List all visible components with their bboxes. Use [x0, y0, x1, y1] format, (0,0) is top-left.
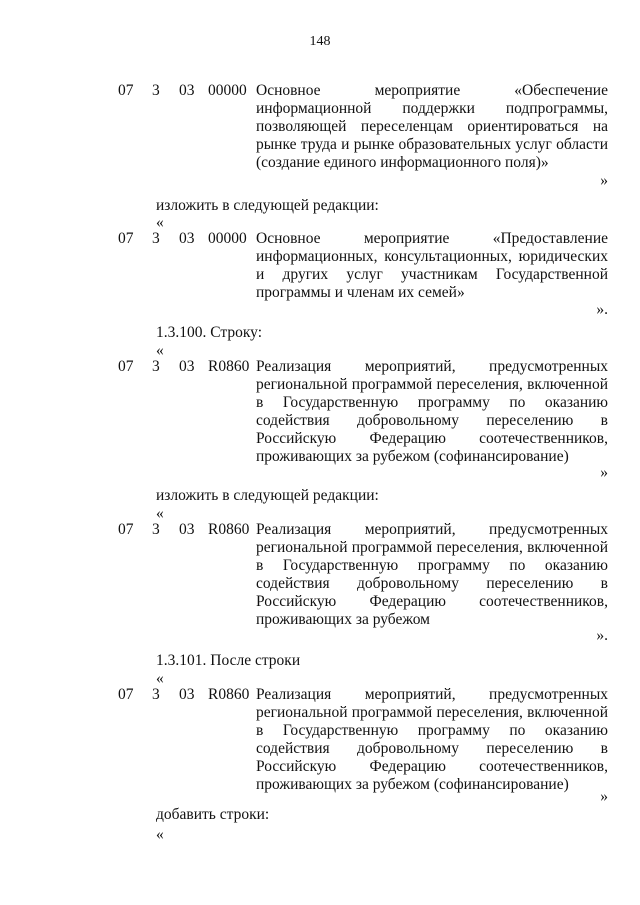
code-direction: 00000: [208, 82, 247, 99]
closing-quote: ».: [596, 301, 608, 318]
page-number: 148: [309, 34, 331, 49]
code-section: 07: [118, 686, 134, 703]
code-program: 3: [152, 82, 160, 99]
code-program: 3: [152, 686, 160, 703]
row-description: Основное мероприятие «Обеспечение информационной поддержки подпрограммы, позволяющей переселенцам ориентироваться на рынке труда и рынке образовательных услуг области (создание единого информационного поля)»: [256, 82, 608, 171]
row-description: Реализация мероприятий, предусмотренных региональной программой переселения, включенной в Государственную программу по оказанию содействия добровольному переселению в Российскую Федерацию соотечественников, проживающих за рубежом: [256, 521, 608, 628]
closing-quote: »: [600, 172, 608, 189]
code-subprogram: 03: [179, 358, 195, 375]
opening-quote: «: [156, 214, 164, 231]
code-subprogram: 03: [179, 230, 195, 247]
clause-heading: 1.3.101. После строки: [156, 652, 301, 669]
code-direction: R0860: [208, 358, 250, 375]
row-description: Реализация мероприятий, предусмотренных региональной программой переселения, включенной в Государственную программу по оказанию содействия добровольному переселению в Российскую Федерацию соотечественников, проживающих за рубежом (софинансирование): [256, 686, 608, 793]
code-section: 07: [118, 521, 134, 538]
closing-quote: ».: [596, 627, 608, 644]
code-direction: 00000: [208, 230, 247, 247]
opening-quote: «: [156, 826, 164, 843]
instruction-text: изложить в следующей редакции:: [156, 197, 379, 214]
code-section: 07: [118, 82, 134, 99]
code-section: 07: [118, 358, 134, 375]
code-subprogram: 03: [179, 521, 195, 538]
code-subprogram: 03: [179, 82, 195, 99]
opening-quote: «: [156, 670, 164, 687]
code-direction: R0860: [208, 686, 250, 703]
instruction-text: изложить в следующей редакции:: [156, 487, 379, 504]
opening-quote: «: [156, 505, 164, 522]
row-description: Основное мероприятие «Предоставление информационных, консультационных, юридических и других услуг участникам Государственной программы и членам их семей»: [256, 230, 608, 301]
code-subprogram: 03: [179, 686, 195, 703]
closing-quote: »: [600, 464, 608, 481]
code-section: 07: [118, 230, 134, 247]
opening-quote: «: [156, 342, 164, 359]
code-program: 3: [152, 521, 160, 538]
closing-quote: »: [600, 788, 608, 805]
code-program: 3: [152, 230, 160, 247]
code-direction: R0860: [208, 521, 250, 538]
clause-heading: 1.3.100. Строку:: [156, 324, 263, 341]
code-program: 3: [152, 358, 160, 375]
instruction-text: добавить строки:: [156, 806, 270, 823]
row-description: Реализация мероприятий, предусмотренных региональной программой переселения, включенной в Государственную программу по оказанию содействия добровольному переселению в Российскую Федерацию соотечественников, проживающих за рубежом (софинансирование): [256, 358, 608, 465]
